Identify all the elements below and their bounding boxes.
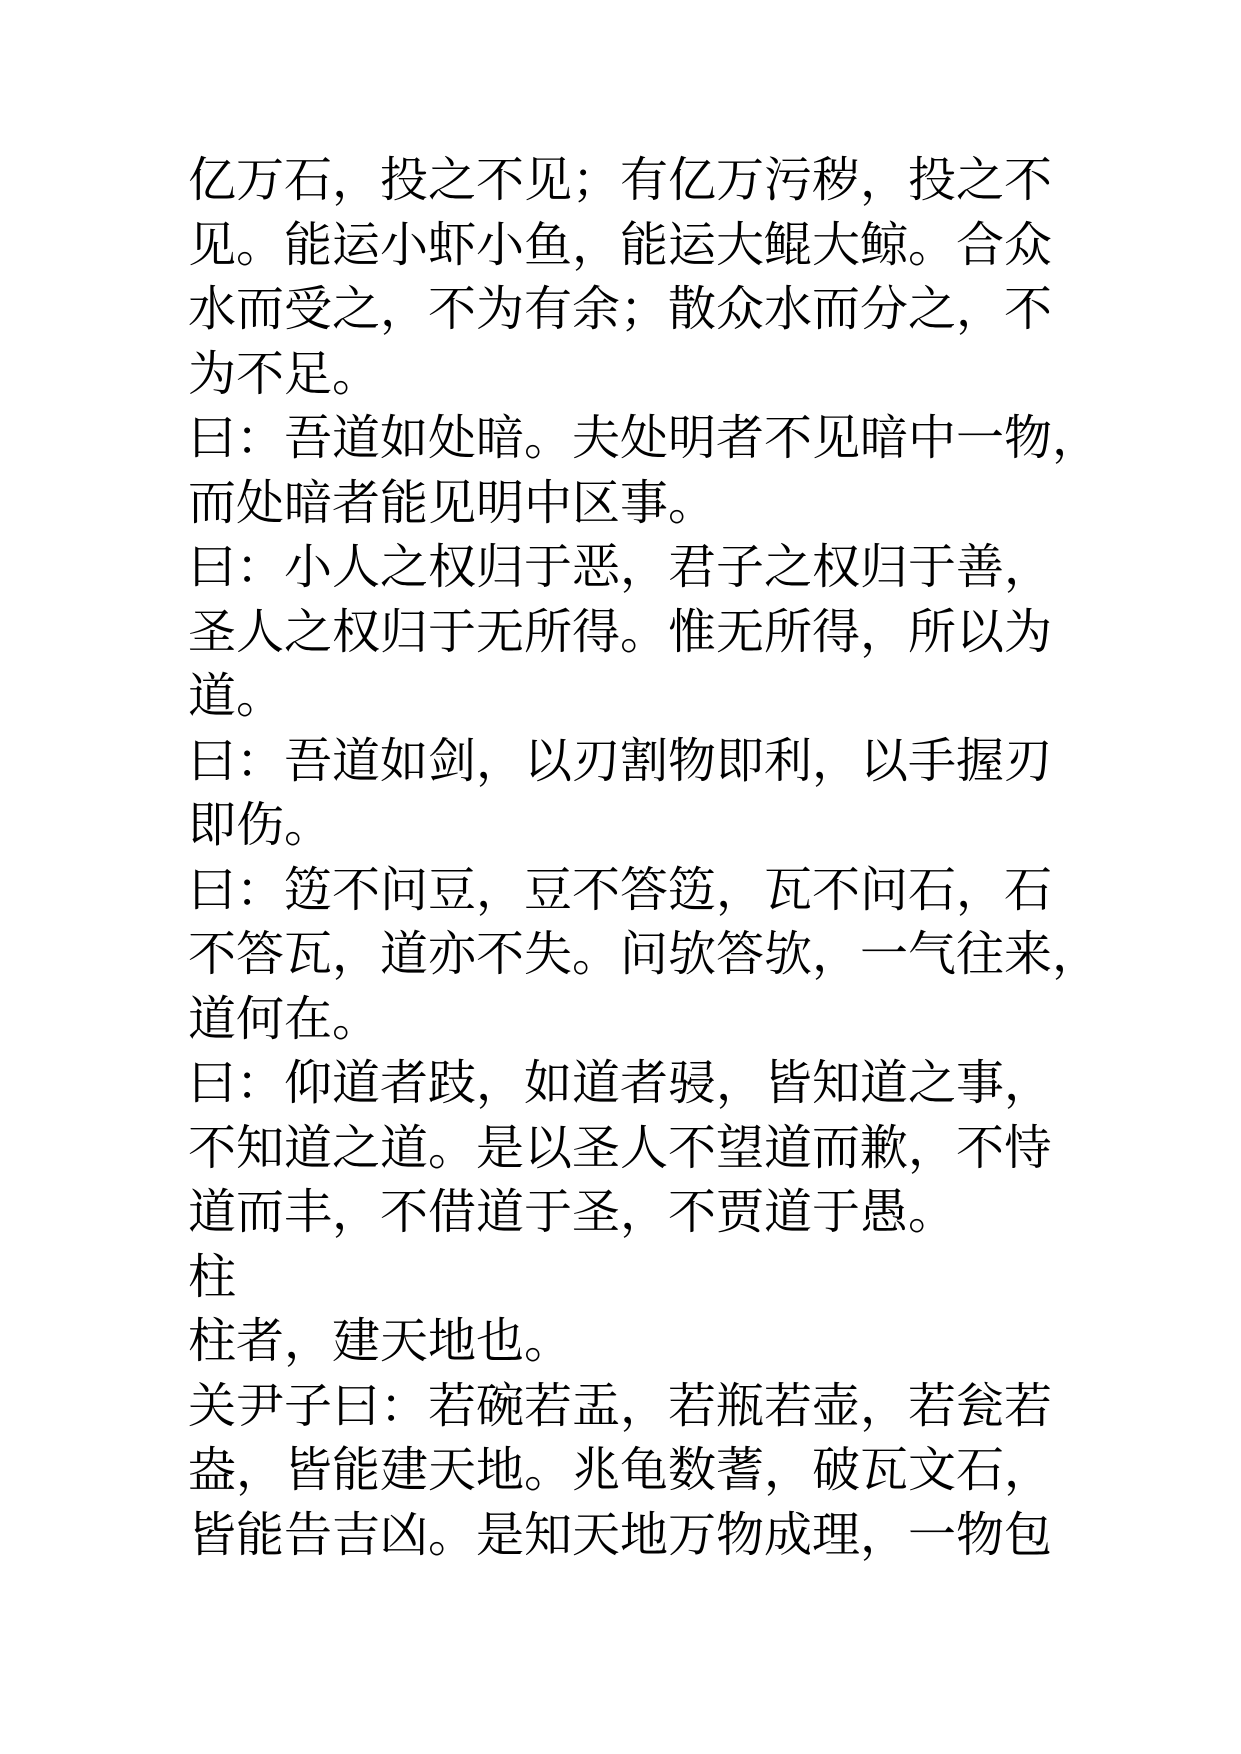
text-line: 道何在。 <box>188 990 381 1047</box>
text-line: 即伤。 <box>188 797 333 853</box>
text-line: 见。能运小虾小鱼，能运大鲲大鲸。合众 <box>188 216 1053 273</box>
section-heading: 柱 <box>188 1248 237 1305</box>
text-line: 而处暗者能见明中区事。 <box>188 474 717 531</box>
text-line: 不答瓦，道亦不失。问欤答欤，一气往来， <box>188 926 1101 982</box>
text-line: 关尹子曰：若碗若盂，若瓶若壶，若瓮若 <box>188 1377 1053 1434</box>
text-line: 曰：吾道如剑，以刃割物即利，以手握刃 <box>188 732 1053 789</box>
text-line: 不知道之道。是以圣人不望道而歉，不恃 <box>188 1119 1053 1176</box>
text-line: 柱者，建天地也。 <box>188 1313 573 1369</box>
text-line: 道而丰，不借道于圣，不贾道于愚。 <box>188 1184 957 1240</box>
text-line: 亿万石，投之不见；有亿万污秽，投之不 <box>188 152 1053 208</box>
text-line: 皆能告吉凶。是知天地万物成理，一物包 <box>188 1506 1053 1563</box>
text-line: 圣人之权归于无所得。惟无所得，所以为 <box>188 603 1053 660</box>
body-text <box>188 148 1101 1567</box>
text-line: 盎，皆能建天地。兆龟数蓍，破瓦文石， <box>188 1442 1053 1498</box>
text-line: 曰：笾不问豆，豆不答笾，瓦不问石，石 <box>188 861 1053 918</box>
text-line: 水而受之，不为有余；散众水而分之，不 <box>188 281 1053 337</box>
text-line: 为不足。 <box>188 345 381 402</box>
text-line: 道。 <box>188 668 285 724</box>
text-line: 曰：小人之权归于恶，君子之权归于善， <box>188 539 1053 595</box>
text-line: 曰：吾道如处暗。夫处明者不见暗中一物， <box>188 410 1101 466</box>
text-line: 曰：仰道者跂，如道者骎，皆知道之事， <box>188 1055 1053 1111</box>
